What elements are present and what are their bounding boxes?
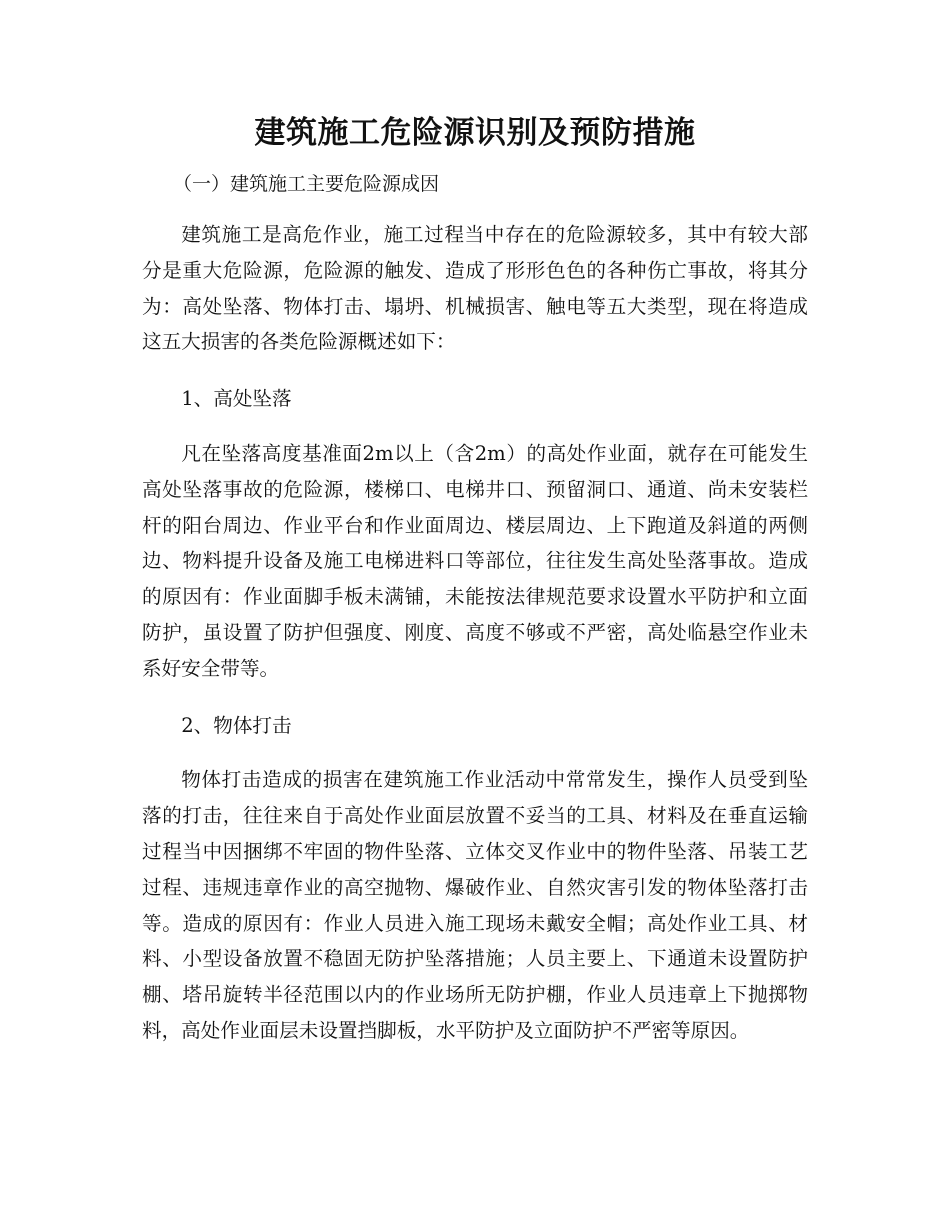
intro-paragraph: 建筑施工是高危作业，施工过程当中存在的危险源较多，其中有较大部分是重大危险源，危险源的触发、造成了形形色色的各种伤亡事故，将其分为：高处坠落、物体打击、塌坍、机械损害、触电等五大类型，现在将造成这五大损害的各类危险源概述如下：: [142, 223, 808, 354]
subsection-paragraph-object-strike: 物体打击造成的损害在建筑施工作业活动中常常发生，操作人员受到坠落的打击，往往来自于高处作业面层放置不妥当的工具、材料及在垂直运输过程当中因捆绑不牢固的物件坠落、立体交叉作业中的物件坠落、吊装工艺过程、违规违章作业的高空抛物、爆破作业、自然灾害引发的物体坠落打击等。造成的原因有：作业人员进入施工现场未戴安全帽；高处作业工具、材料、小型设备放置不稳固无防护坠落措施；人员主要上、下通道未设置防护棚、塔吊旋转半径范围以内的作业场所无防护棚，作业人员违章上下抛掷物料，高处作业面层未设置挡脚板，水平防护及立面防护不严密等原因。: [142, 768, 808, 1042]
subsection-heading-object-strike: 2、物体打击: [181, 713, 292, 737]
subsection-heading-falls: 1、高处坠落: [181, 387, 292, 411]
section-heading: （一）建筑施工主要危险源成因: [173, 173, 440, 195]
document-title: 建筑施工危险源识别及预防措施: [254, 115, 696, 151]
document-body: [142, 108, 808, 1049]
subsection-paragraph-falls: 凡在坠落高度基准面2m以上（含2m）的高处作业面，就存在可能发生高处坠落事故的危险源，楼梯口、电梯井口、预留洞口、通道、尚未安装栏杆的阳台周边、作业平台和作业面周边、楼层周边、上下跑道及斜道的两侧边、物料提升设备及施工电梯进料口等部位，往往发生高处坠落事故。造成的原因有：作业面脚手板未满铺，未能按法律规范要求设置水平防护和立面防护，虽设置了防护但强度、刚度、高度不够或不严密，高处临悬空作业未系好安全带等。: [142, 441, 808, 680]
